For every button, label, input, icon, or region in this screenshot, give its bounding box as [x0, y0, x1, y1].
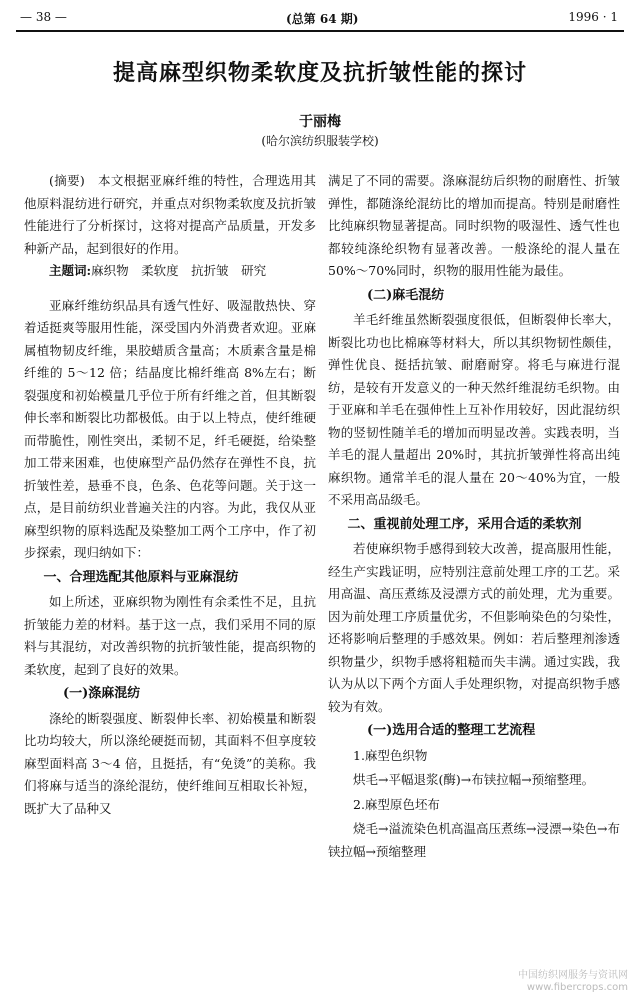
subsection-heading-3: (一)选用合适的整理工艺流程 — [367, 723, 536, 738]
right-column — [328, 170, 620, 863]
item-1-text: 烘毛→平幅退浆(酶)→布铗拉幅→预缩整理。 — [353, 772, 595, 787]
left-column — [24, 170, 316, 820]
item-2-text: 烧毛→溢流染色机高温高压煮练→浸漂→染色→布铗拉幅→预缩整理 — [328, 821, 620, 859]
item-2-heading: 2.麻型原色坯布 — [353, 796, 440, 812]
section-1-paragraph: 如上所述，亚麻织物为刚性有余柔性不足，且抗折皱能力差的材料。基于这一点，我们采用不同的原料与其混纺，对改善织物的抗折皱性能，提高织物的柔软度，起到了良好的效果。 — [24, 594, 316, 677]
keywords-label: 主题词: — [49, 263, 92, 278]
item-1-heading: 1.麻型色织物 — [353, 747, 428, 763]
continued-paragraph: 满足了不同的需要。涤麻混纺后织物的耐磨性、折皱弹性，都随涤纶混纺比的增加而提高。特别是耐磨性比纯麻织物显著提高。同时织物的吸湿性、透气性也都较纯涤纶织物有显著改善。一般涤纶的混人量在 50%～70%同时，织物的服用性能为最佳。 — [328, 173, 620, 278]
watermark-line-2: www.fibercrops.com — [526, 982, 628, 993]
keywords-line — [24, 260, 316, 283]
abstract: (摘要) 本文根据亚麻纤维的特性，合理选用其他原料混纺进行研究，并重点对织物柔软度及抗折皱性能进行了分析探讨，这将对提高产品质量，开发多种新产品，起到很好的作用。 — [24, 173, 316, 256]
subsection-2-paragraph: 羊毛纤维虽然断裂强度很低，但断裂伸长率大，断裂比功也比棉麻等材料大，所以其织物韧性颇佳，弹性优良、挺括抗皱、耐磨耐穿。将毛与麻进行混纺，是较有开发意义的一种天然纤维混纺毛织物。由于亚麻和羊毛在强伸性上互补作用较好，因此混纺织物的竖韧性随羊毛的增加而明显改善。实践表明，当羊毛的混人量超出 20%时，其抗折皱弹性将高出纯麻织物。通常羊毛的混人量在 20～40%为宜，一般不采用高品级毛。 — [328, 312, 620, 507]
watermark-line-1: 中国纺织网服务与资讯网 — [518, 970, 628, 981]
running-header — [16, 8, 624, 32]
subsection-heading-2: (二)麻毛混纺 — [367, 287, 445, 303]
section-heading-1: 一、合理选配其他原料与亚麻混纺 — [43, 569, 239, 585]
subsection-heading-1: (一)涤麻混纺 — [63, 686, 141, 701]
author-name: 于丽梅 — [299, 114, 341, 130]
page-number: — 38 — — [20, 10, 67, 24]
section-heading-2: 二、重视前处理工序，采用合适的柔软剂 — [347, 516, 582, 532]
issue-date: 1996 · 1 — [568, 10, 618, 24]
issue-number: (总第 64 期) — [286, 12, 359, 26]
subsection-1-paragraph: 涤纶的断裂强度、断裂伸长率、初始模量和断裂比功均较大，所以涤纶硬挺而韧，其面料不但享度较麻型面料高 3～4 倍，且挺括，有“免烫”的美称。我们将麻与适当的涤纶混纺，使纤维间互相取长补短，既扩大了品种又 — [24, 710, 316, 816]
keywords: 麻织物 柔软度 抗折皱 研究 — [91, 263, 267, 278]
watermark — [518, 970, 628, 994]
author-affiliation: (哈尔滨纺织服装学校) — [261, 134, 379, 148]
section-2-paragraph: 若使麻织物手感得到较大改善，提高服用性能，经生产实践证明，应特别注意前处理工序的工艺。采用高温、高压煮练及浸漂方式的前处理，尤为重要。因为前处理工序质量优劣，不但影响染色的匀染性，还将影响后整理的手感效果。例如：若后整理剂渗透织物量少，织物手感将粗糙而失丰满。通过实践，我认为从以下两个方面人手处理织物，对提高织物手感较为有效。 — [328, 541, 620, 714]
intro-paragraph: 亚麻纤维纺织品具有透气性好、吸湿散热快、穿着适挺爽等服用性能，深受国内外消费者欢迎。亚麻属植物韧皮纤维，果胶蜡质含量高；木质素含量是棉纤维的 5～12 倍；结晶度比棉纤维高 8%左右；断裂强度和初始模量几乎位于所有纤维之首，但其断裂伸长率和断裂比功都极低。由于以上特点，使纤维硬而带脆性，刚性突出，柔韧不足，纤毛硬挺，给染整加工带来困难，也使麻型产品仍然存在弹性不良，抗折皱性差，悬垂不良，色条、色花等问题。关于这一点，是目前纺织业普遍关注的内容。为此，我仅从亚麻型织物的原料选配及染整加工两个工序中，作了初步探索，现归纳如下： — [24, 297, 316, 560]
article-title: 提高麻型织物柔软度及抗折皱性能的探讨 — [112, 60, 527, 86]
